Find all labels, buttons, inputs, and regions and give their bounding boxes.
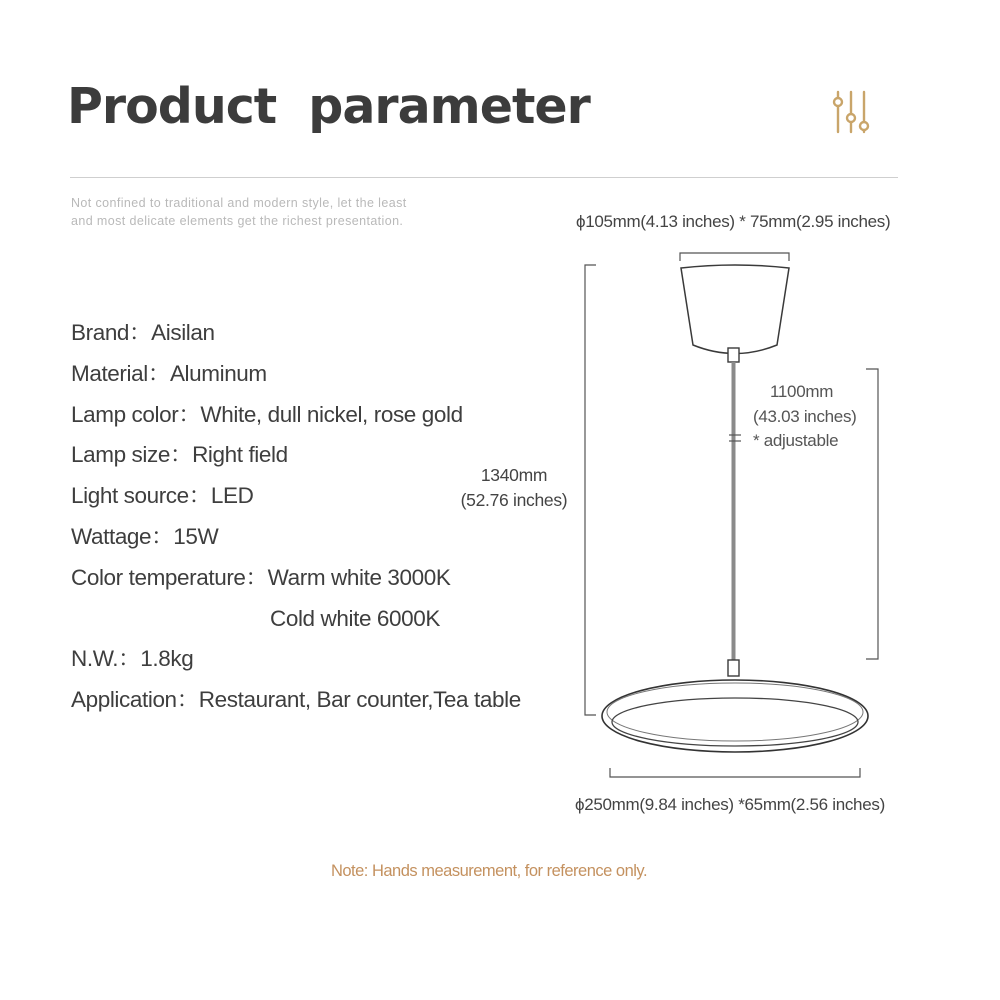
spec-value: Warm white 3000K: [267, 564, 451, 590]
spec-label: Lamp size: [71, 442, 170, 468]
measurement-note: Note: Hands measurement, for reference only.: [330, 862, 648, 880]
disc-dimension: ϕ250mm(9.84 inches) *65mm(2.56 inches): [575, 795, 885, 814]
lamp-canopy: [681, 265, 789, 354]
spec-label: Application: [71, 687, 177, 713]
cord-grip: [728, 348, 739, 362]
spec-label: Color temperature: [71, 564, 246, 590]
disc-connector: [728, 660, 739, 676]
height-bracket: [585, 265, 596, 715]
height-mm: 1340mm: [480, 465, 548, 485]
lamp-cord: [732, 362, 736, 662]
page-title: Product parameter: [67, 78, 590, 135]
cord-adjustable: * adjustable: [753, 431, 839, 450]
spec-material: Material：Aluminum: [71, 360, 267, 386]
lamp-disc: [602, 680, 868, 752]
spec-lamp-color: Lamp color：White, dull nickel, rose gold: [71, 401, 463, 427]
spec-value: Cold white 6000K: [270, 605, 440, 631]
spec-application: Application：Restaurant, Bar counter,Tea table: [71, 687, 521, 713]
cord-inches: (43.03 inches): [753, 406, 857, 426]
spec-label: Lamp color: [71, 401, 179, 427]
canopy-width-bracket: [680, 253, 789, 261]
spec-label: Brand: [71, 320, 130, 345]
height-inches: (52.76 inches): [460, 490, 568, 510]
canopy-dimension: ϕ105mm(4.13 inches) * 75mm(2.95 inches): [576, 212, 891, 231]
spec-value: 1.8kg: [140, 646, 194, 672]
spec-net-weight: N.W.：1.8kg: [71, 646, 194, 672]
cord-length-bracket: [866, 369, 878, 659]
cord-length-dimension: [753, 380, 865, 454]
spec-lamp-size: Lamp size：Right field: [71, 442, 288, 468]
spec-value: Aisilan: [151, 320, 215, 345]
spec-value: 15W: [173, 523, 219, 549]
spec-value: White, dull nickel, rose gold: [200, 401, 463, 427]
spec-brand: Brand：Aisilan: [71, 320, 215, 345]
spec-value: Aluminum: [169, 360, 267, 386]
spec-value: LED: [210, 483, 254, 509]
disc-width-bracket: [610, 768, 860, 777]
spec-label: Light source: [71, 483, 189, 509]
spec-label: Wattage: [71, 523, 152, 549]
tagline: Not confined to traditional and modern style, let the least and most delicate elements get the richest presentation.: [71, 196, 407, 228]
spec-value: Restaurant, Bar counter,Tea table: [198, 687, 521, 713]
spec-wattage: Wattage：15W: [71, 523, 219, 549]
spec-light-source: Light source：LED: [71, 483, 254, 509]
total-height-dimension: [452, 463, 576, 513]
spec-label: N.W.: [71, 646, 119, 672]
spec-value: Right field: [192, 442, 288, 468]
cord-mm: 1100mm: [770, 382, 834, 401]
spec-label: Material: [71, 360, 148, 386]
spec-color-temperature: Color temperature：Warm white 3000K: [71, 564, 451, 590]
